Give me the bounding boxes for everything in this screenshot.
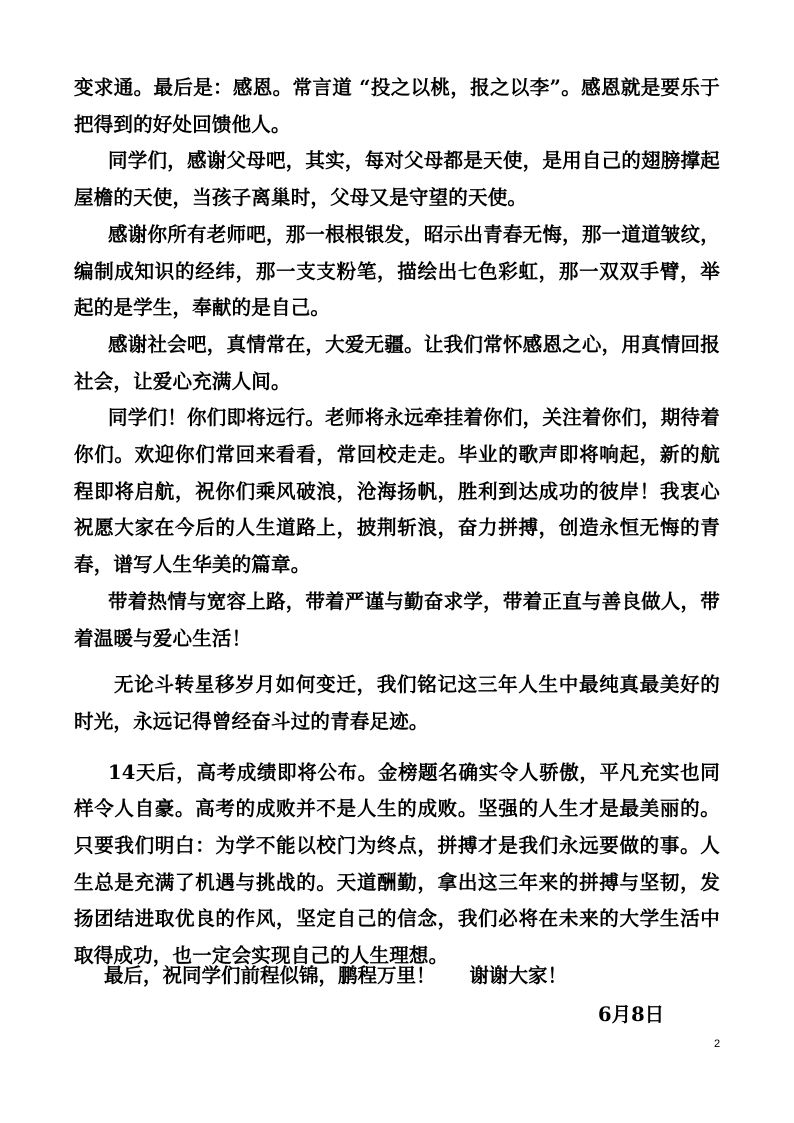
paragraph-thank-teachers: 感谢你所有老师吧，那一根根银发，昭示出青春无悔，那一道道皱纹，编制成知识的经纬，那一支支粉笔，描绘出七色彩虹，那一双双手臂，举起的是学生，奉献的是自己。 <box>74 222 720 320</box>
paragraph-thank-parents: 同学们，感谢父母吧，其实，每对父母都是天使，是用自己的翅膀撑起屋檐的天使，当孩子离巢时，父母又是守望的天使。 <box>74 149 720 210</box>
body-text <box>74 70 720 975</box>
paragraph-remember: 无论斗转星移岁月如何变迁，我们铭记这三年人生中最纯真最美好的时光，永远记得曾经奋斗过的青春足迹。 <box>74 673 720 733</box>
paragraph-thank-society: 感谢社会吧，真情常在，大爱无疆。让我们常怀感恩之心，用真情回报社会，让爱心充满人间。 <box>74 332 720 393</box>
paragraph-farewell: 同学们！你们即将远行。老师将永远牵挂着你们，关注着你们，期待着你们。欢迎你们常回来看看，常回校走走。毕业的歌声即将响起，新的航程即将启航，祝你们乘风破浪，沧海扬帆，胜利到达成功的彼岸！我衷心祝愿大家在今后的人生道路上，披荆斩浪，奋力拼搏，创造永恒无悔的青春，谱写人生华美的篇章。 <box>74 406 720 577</box>
page-number: 2 <box>714 1038 721 1050</box>
document-date: 6月8日 <box>598 1003 665 1026</box>
paragraph-exam-results: 14天后，高考成绩即将公布。金榜题名确实令人骄傲，平凡充实也同样令人自豪。高考的成败并不是人生的成败。坚强的人生才是最美丽的。只要我们明白：为学不能以校门为终点，拼搏才是我们永远要做的事。人生总是充满了机遇与挑战的。天道酬勤，拿出这三年来的拼搏与坚韧，发扬团结进取优良的作风，坚定自己的信念，我们必将在未来的大学生活中取得成功，也一定会实现自己的人生理想。 <box>74 760 720 968</box>
paragraph-carry-on: 带着热情与宽容上路，带着严谨与勤奋求学，带着正直与善良做人，带着温暖与爱心生活！ <box>74 589 720 650</box>
paragraph-gratitude-intro: 变求通。最后是：感恩。常言道 “投之以桃，报之以李”。感恩就是要乐于把得到的好处回馈他人。 <box>74 76 720 136</box>
closing-line: 最后，祝同学们前程似锦，鹏程万里！ 谢谢大家！ <box>104 964 567 987</box>
